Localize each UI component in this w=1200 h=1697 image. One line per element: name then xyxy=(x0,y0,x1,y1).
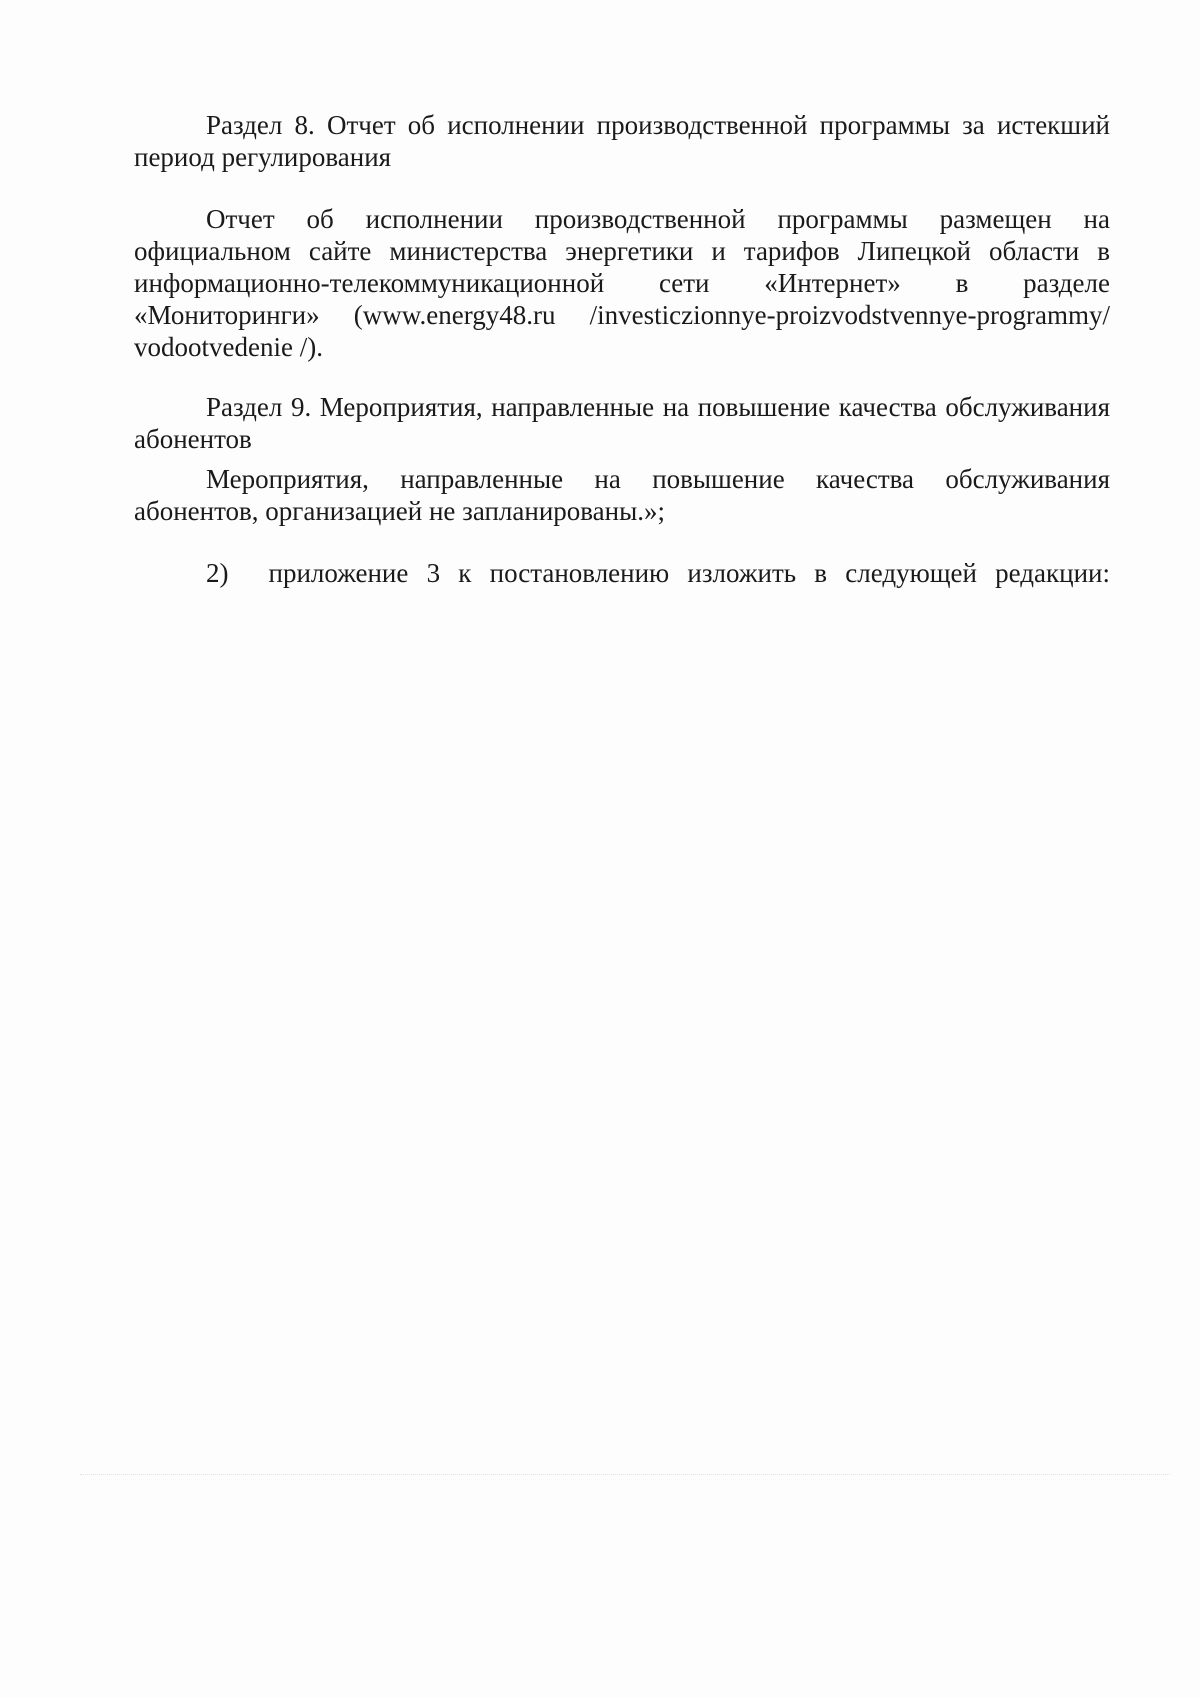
section-8-heading: Раздел 8. Отчет об исполнении производственной программы за истекший период регулирования xyxy=(134,110,1110,172)
list-item-text: приложение 3 к постановлению изложить в следующей редакции: xyxy=(268,558,1110,588)
scan-fold-line xyxy=(80,1474,1170,1476)
list-item-2 xyxy=(134,557,1110,589)
list-item-number: 2) xyxy=(206,558,229,588)
section-8-body: Отчет об исполнении производственной программы размещен на официальном сайте министерства энергетики и тарифов Липецкой области в информационно-телекоммуникационной сети «Интернет» в разделе «Мониторинги» (www.energy48.ru /investiczionnye-proizvodstvennye-programmy/ vodootvedenie /). xyxy=(134,204,1110,362)
section-9-body: Мероприятия, направленные на повышение качества обслуживания абонентов, организацией не запланированы.»; xyxy=(134,464,1110,526)
document-body xyxy=(134,109,1110,589)
section-9-heading: Раздел 9. Мероприятия, направленные на повышение качества обслуживания абонентов xyxy=(134,392,1110,454)
